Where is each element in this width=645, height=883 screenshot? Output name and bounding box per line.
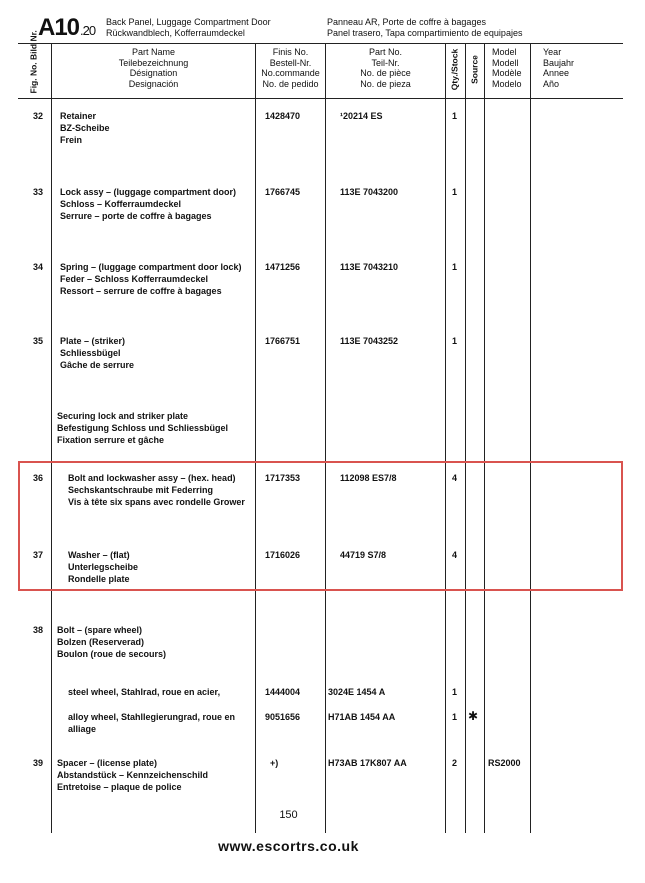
quantity: 4 bbox=[452, 550, 458, 560]
col-divider bbox=[325, 43, 326, 833]
quantity: 1 bbox=[452, 712, 458, 722]
fig-number: 34 bbox=[33, 262, 44, 272]
header-fig-no: Fig. No. Bild Nr. bbox=[28, 30, 39, 94]
part-name: Washer – (flat) Unterlegscheibe Rondelle plate bbox=[68, 550, 139, 584]
col-divider bbox=[445, 43, 446, 833]
part-variant-name: steel wheel, Stahlrad, roue en acier, bbox=[68, 687, 221, 697]
page-number: 150 bbox=[279, 809, 298, 821]
finis-number: 1766751 bbox=[265, 336, 301, 346]
quantity: 1 bbox=[452, 336, 458, 346]
page-title-fr-es: Panneau AR, Porte de coffre à bagages Panel trasero, Tapa compartimiento de equipajes bbox=[327, 17, 523, 38]
finis-number: +) bbox=[270, 758, 279, 768]
part-number: 3024E 1454 A bbox=[328, 687, 386, 697]
quantity: 1 bbox=[452, 262, 458, 272]
page-code: A10.20 bbox=[38, 14, 96, 41]
part-name: Spacer – (license plate) Abstandstück – Kennzeichenschild Entretoise – plaque de police bbox=[57, 758, 209, 792]
model-code: RS2000 bbox=[488, 758, 521, 768]
header-part-name: Part Name Teilebezeichnung Désignation Designación bbox=[118, 47, 189, 89]
source-asterisk-icon: ✱ bbox=[468, 709, 479, 723]
page-title-en-de: Back Panel, Luggage Compartment Door Rückwandblech, Kofferraumdeckel bbox=[106, 17, 271, 38]
quantity: 1 bbox=[452, 111, 458, 121]
part-number: ¹20214 ES bbox=[340, 111, 383, 121]
header-source: Source bbox=[469, 55, 480, 84]
col-divider bbox=[465, 43, 466, 833]
part-number: 113E 7043252 bbox=[340, 336, 399, 346]
part-number: 113E 7043200 bbox=[340, 187, 399, 197]
table-top-rule bbox=[18, 43, 623, 44]
fig-number: 37 bbox=[33, 550, 44, 560]
fig-number: 39 bbox=[33, 758, 44, 768]
fig-number: 38 bbox=[33, 625, 44, 635]
part-name: Retainer BZ-Scheibe Frein bbox=[60, 111, 110, 145]
quantity: 4 bbox=[452, 473, 458, 483]
table-header-rule bbox=[18, 98, 623, 99]
part-number: H73AB 17K807 AA bbox=[328, 758, 407, 768]
part-name: Plate – (striker) Schliessbügel Gâche de serrure bbox=[60, 336, 135, 370]
group-heading: Securing lock and striker plate Befestigung Schloss und Schliessbügel Fixation serrure et gâche bbox=[57, 411, 229, 445]
header-finis-no: Finis No. Bestell-Nr. No.commande No. de pedido bbox=[261, 47, 320, 89]
finis-number: 1717353 bbox=[265, 473, 301, 483]
part-name: Bolt and lockwasher assy – (hex. head) Sechskantschraube mit Federring Vis à tête six spans avec rondelle Grower bbox=[68, 473, 245, 507]
col-divider bbox=[255, 43, 256, 833]
col-divider bbox=[530, 43, 531, 833]
fig-number: 33 bbox=[33, 187, 44, 197]
finis-number: 9051656 bbox=[265, 712, 301, 722]
highlight-box bbox=[18, 461, 623, 591]
part-number: 44719 S7/8 bbox=[340, 550, 387, 560]
header-model: Model Modell Modèle Modelo bbox=[492, 47, 522, 89]
part-name: Lock assy – (luggage compartment door) Schloss – Kofferraumdeckel Serrure – porte de coffre à bagages bbox=[60, 187, 237, 221]
header-year: Year Baujahr Annee Año bbox=[543, 47, 575, 89]
fig-number: 35 bbox=[33, 336, 44, 346]
quantity: 1 bbox=[452, 687, 458, 697]
header-part-no: Part No. Teil-Nr. No. de pièce No. de pieza bbox=[360, 47, 411, 89]
finis-number: 1471256 bbox=[265, 262, 301, 272]
finis-number: 1444004 bbox=[265, 687, 301, 697]
part-name: Bolt – (spare wheel) Bolzen (Reserverad) Boulon (roue de secours) bbox=[57, 625, 167, 659]
finis-number: 1716026 bbox=[265, 550, 301, 560]
header-qty: Qty./Stock bbox=[449, 48, 460, 91]
fig-number: 32 bbox=[33, 111, 44, 121]
website-url[interactable]: www.escortrs.co.uk bbox=[218, 838, 359, 854]
col-divider bbox=[51, 43, 52, 833]
fig-number: 36 bbox=[33, 473, 44, 483]
quantity: 1 bbox=[452, 187, 458, 197]
part-number: H71AB 1454 AA bbox=[328, 712, 396, 722]
finis-number: 1428470 bbox=[265, 111, 301, 121]
part-number: 112098 ES7/8 bbox=[340, 473, 397, 483]
part-variant-name: alloy wheel, Stahllegierungrad, roue en alliage bbox=[68, 712, 236, 734]
col-divider bbox=[484, 43, 485, 833]
part-name: Spring – (luggage compartment door lock) Feder – Schloss Kofferraumdeckel Ressort – serrure de coffre à bagages bbox=[60, 262, 242, 296]
part-number: 113E 7043210 bbox=[340, 262, 399, 272]
quantity: 2 bbox=[452, 758, 458, 768]
finis-number: 1766745 bbox=[265, 187, 301, 197]
